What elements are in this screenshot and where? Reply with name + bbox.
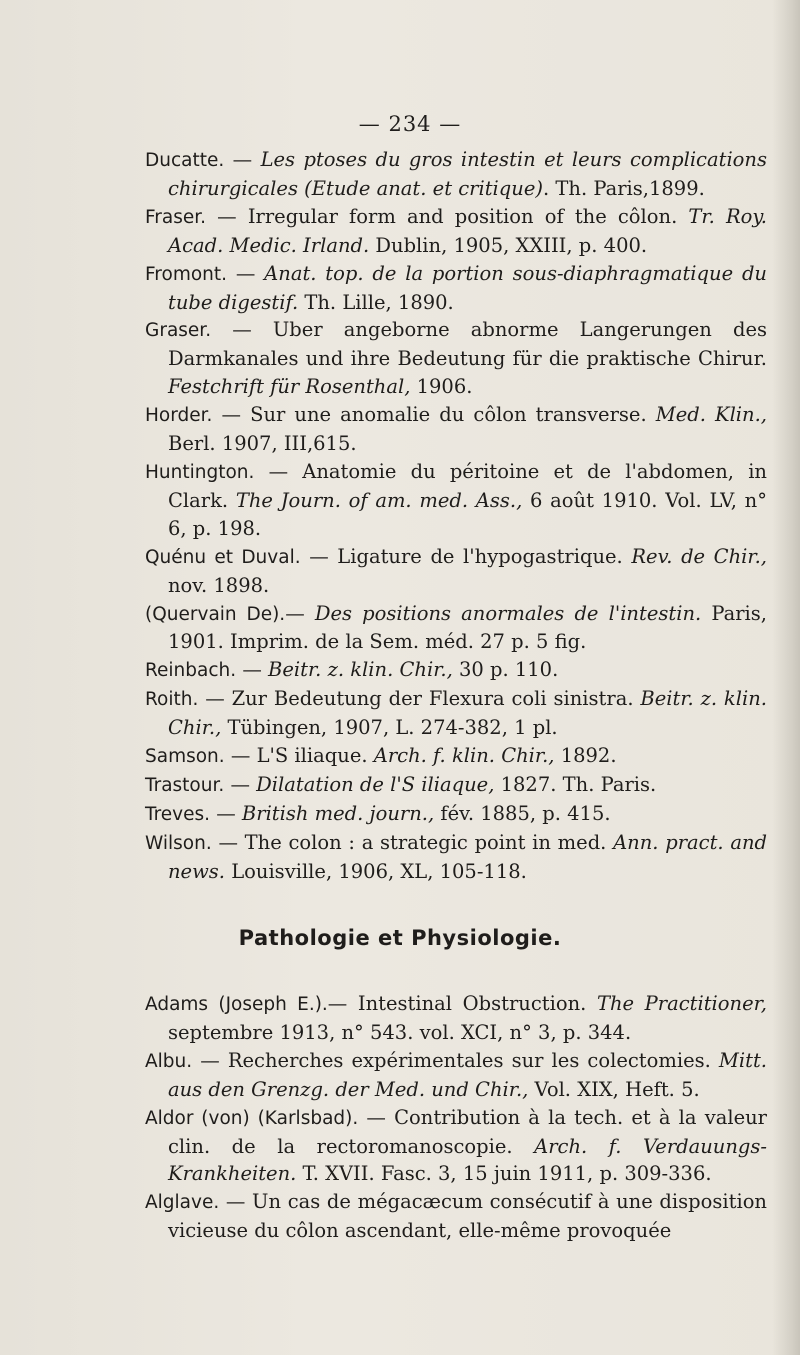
bibliography-entry [145,829,767,886]
entry-text: — Recherches expérimentales sur les colectomies. [192,1048,719,1072]
entry-details: Th. Lille, 1890. [298,290,454,314]
entry-author: Alglave. [145,1192,220,1214]
entry-work-title: Beitr. z. klin. Chir., [268,658,453,682]
entry-work-title: Rev. de Chir., [631,544,767,568]
entry-work-title: Ann. pract. and news. [168,830,767,883]
entry-author: Albu. [145,1050,193,1072]
bibliography-entry [145,771,767,800]
entry-text: — Sur une anomalie du côlon transverse. [212,403,656,427]
entry-author: Horder. [145,405,213,427]
entry-work-title: Arch. f. Verdauungs-Krankheiten. [168,1134,768,1186]
entry-work-title: British med. journ., [241,801,435,825]
entry-work-title: Des positions anormales de l'intestin. [314,601,702,625]
entry-author: Samson. [145,746,225,768]
entry-work-title: Les ptoses du gros intestin et leurs complications chirurgicales (Etude anat. et critique) [168,148,767,200]
entry-text: — [224,148,261,171]
bibliography-entry [145,458,767,543]
bibliography-entry [145,656,767,685]
bibliography-entry [145,800,767,829]
entry-details: nov. 1898. [168,573,270,597]
entry-author: Treves. [145,803,211,825]
page-edge-shadow [772,0,800,1355]
entry-author: Adams (Joseph E.). [145,994,328,1015]
entry-work-title: Festchrift für Rosenthal, [168,375,411,399]
entry-author: Ducatte. [145,150,225,171]
bibliography-list-anatomy [145,146,767,886]
entry-work-title: Dilatation de l'S iliaque, [256,772,495,796]
page-number: — 234 — [358,112,462,136]
entry-work-title: The Journ. of am. med. Ass., [235,488,523,512]
entry-text: — L'S iliaque. [224,744,374,768]
entry-author: Wilson. [145,832,212,854]
entry-text: — Contribution à la tech. et à la valeur clin. de la rectoromanoscopie. [168,1105,767,1158]
entry-work-title: Tr. Roy. Acad. Medic. Irland. [168,204,767,257]
entry-author: Aldor (von) (Karlsbad). [145,1107,359,1129]
entry-details: . Th. Paris,1899. [543,176,705,200]
bibliography-entry [145,1104,767,1189]
bibliography-entry [145,990,767,1047]
bibliography-entry [145,401,767,458]
bibliography-list-pathology [145,990,767,1245]
entry-details: Tübingen, 1907, L. 274-382, 1 pl. [221,716,558,740]
entry-text: — [210,801,242,825]
entry-details: T. XVII. Fasc. 3, 15 juin 1911, p. 309-336. [296,1162,712,1186]
entry-details: 1906. [410,375,473,399]
entry-author: Roith. [145,689,199,711]
bibliography-entry [145,685,767,742]
entry-details: septembre 1913, n° 543. vol. XCI, n° 3, p. 344. [168,1020,632,1044]
entry-author: Huntington. [145,461,255,483]
entry-author: Trastour. [145,774,225,796]
entry-work-title: Med. Klin., [655,403,767,427]
entry-details: 1827. Th. Paris. [494,772,657,796]
bibliography-entry [145,203,767,260]
bibliography-entry [145,543,767,600]
entry-details: 6 août 1910. Vol. LV, n° 6, p. 198. [168,488,767,540]
entry-text: — [227,261,265,285]
entry-text: — [224,772,257,796]
section-heading: Pathologie et Physiologie. [238,926,562,950]
entry-author: Fromont. [145,263,228,285]
entry-author: Fraser. [145,206,207,228]
entry-work-title: Beitr. z. klin. Chir., [168,687,767,740]
entry-text: — Irregular form and position of the côlon. [206,204,689,228]
entry-work-title: The Practitioner, [596,992,767,1015]
entry-text: — Ligature de l'hypogastrique. [300,544,632,568]
entry-details: 1892. [554,744,617,768]
entry-author: Reinbach. [145,660,237,682]
entry-author: Graser. [145,320,212,342]
entry-text: — The colon : a strategic point in med. [211,830,614,854]
entry-work-title: Arch. f. klin. Chir., [373,744,555,768]
entry-text: — Zur Bedeutung der Flexura coli sinistra. [198,687,641,711]
bibliography-entry [145,1047,767,1104]
entry-text: — [236,658,269,682]
entry-work-title: Anat. top. de la portion sous-diaphragmatique du tube digestif. [168,261,767,314]
entry-text: — [285,601,315,625]
bibliography-entry [145,1188,767,1245]
entry-details: Dublin, 1905, XXIII, p. 400. [369,233,648,257]
entry-text: — Uber angeborne abnorme Langerungen des Darmkanales und ihre Bedeutung für die praktische Chirur. [168,318,767,371]
bibliography-entry [145,600,767,657]
entry-author: (Quervain De). [145,603,286,625]
bibliography-entry [145,260,767,317]
entry-work-title: Mitt. aus den Grenzg. der Med. und Chir., [168,1048,767,1101]
entry-text: — Intestinal Obstruction. [327,992,597,1015]
entry-author: Quénu et Duval. [145,546,301,568]
entry-details: fév. 1885, p. 415. [434,801,611,825]
entry-details: 30 p. 110. [452,658,559,682]
entry-text: — Un cas de mégacæcum consécutif à une disposition vicieuse du côlon ascendant, elle-même provoquée [168,1190,767,1243]
entry-text: — Anatomie du péritoine et de l'abdomen, in Clark. [168,459,767,512]
bibliography-entry [145,742,767,771]
entry-details: Vol. XIX, Heft. 5. [528,1077,700,1101]
entry-details: Paris, 1901. Imprim. de la Sem. méd. 27 p. 5 fig. [168,601,767,654]
entry-details: Berl. 1907, III,615. [168,432,357,456]
entry-details: Louisville, 1906, XL, 105-118. [225,859,527,883]
bibliography-entry [145,146,767,203]
bibliography-entry [145,316,767,401]
